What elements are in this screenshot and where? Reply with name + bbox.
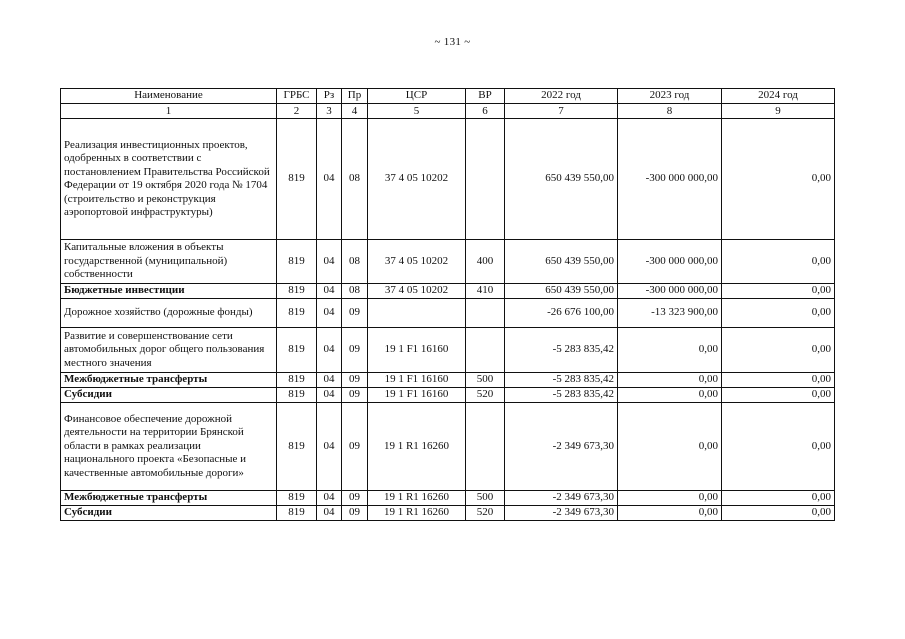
cell-2024: 0,00 xyxy=(722,284,835,299)
header-number-row xyxy=(61,104,835,119)
cell-grbs: 819 xyxy=(277,240,317,284)
header-grbs: ГРБС xyxy=(277,89,317,104)
cell-grbs: 819 xyxy=(277,388,317,403)
cell-2022: 650 439 550,00 xyxy=(505,119,618,240)
header-number: 2 xyxy=(277,104,317,119)
cell-2024: 0,00 xyxy=(722,328,835,373)
cell-2023: -13 323 900,00 xyxy=(618,299,722,328)
cell-pr: 08 xyxy=(342,240,368,284)
cell-2024: 0,00 xyxy=(722,403,835,491)
cell-2024: 0,00 xyxy=(722,491,835,506)
table-row xyxy=(61,299,835,328)
cell-rz: 04 xyxy=(317,240,342,284)
cell-pr: 09 xyxy=(342,403,368,491)
cell-2024: 0,00 xyxy=(722,119,835,240)
cell-2024: 0,00 xyxy=(722,506,835,521)
cell-name: Межбюджетные трансферты xyxy=(61,491,277,506)
cell-2023: -300 000 000,00 xyxy=(618,284,722,299)
cell-csr: 37 4 05 10202 xyxy=(368,119,466,240)
header-vr: ВР xyxy=(466,89,505,104)
cell-rz: 04 xyxy=(317,328,342,373)
header-row xyxy=(61,89,835,104)
table-row xyxy=(61,284,835,299)
cell-2022: -2 349 673,30 xyxy=(505,506,618,521)
header-number: 1 xyxy=(61,104,277,119)
cell-2023: 0,00 xyxy=(618,403,722,491)
cell-rz: 04 xyxy=(317,403,342,491)
table-row xyxy=(61,119,835,240)
header-2024: 2024 год xyxy=(722,89,835,104)
cell-rz: 04 xyxy=(317,119,342,240)
cell-vr: 500 xyxy=(466,373,505,388)
cell-vr: 410 xyxy=(466,284,505,299)
cell-rz: 04 xyxy=(317,491,342,506)
cell-name: Реализация инвестиционных проектов, одобренных в соответствии с постановлением Правительства Российской Федерации от 19 октября 2020 года № 1704 (строительство и реконструкция аэропортовой инфраструктуры) xyxy=(61,119,277,240)
cell-rz: 04 xyxy=(317,388,342,403)
header-number: 7 xyxy=(505,104,618,119)
cell-2023: 0,00 xyxy=(618,506,722,521)
header-csr: ЦСР xyxy=(368,89,466,104)
cell-pr: 09 xyxy=(342,506,368,521)
header-2022: 2022 год xyxy=(505,89,618,104)
cell-vr: 500 xyxy=(466,491,505,506)
cell-csr: 19 1 F1 16160 xyxy=(368,388,466,403)
cell-2024: 0,00 xyxy=(722,240,835,284)
cell-pr: 09 xyxy=(342,388,368,403)
cell-2023: 0,00 xyxy=(618,373,722,388)
cell-csr: 37 4 05 10202 xyxy=(368,284,466,299)
header-number: 4 xyxy=(342,104,368,119)
cell-csr: 19 1 R1 16260 xyxy=(368,506,466,521)
cell-name: Финансовое обеспечение дорожной деятельности на территории Брянской области в рамках реализации национального проекта «Безопасные и качественные автомобильные дороги» xyxy=(61,403,277,491)
cell-2022: 650 439 550,00 xyxy=(505,240,618,284)
header-number: 8 xyxy=(618,104,722,119)
cell-rz: 04 xyxy=(317,506,342,521)
cell-2024: 0,00 xyxy=(722,299,835,328)
cell-2023: 0,00 xyxy=(618,388,722,403)
cell-pr: 09 xyxy=(342,491,368,506)
cell-name: Капитальные вложения в объекты государственной (муниципальной) собственности xyxy=(61,240,277,284)
table-row xyxy=(61,388,835,403)
cell-pr: 09 xyxy=(342,328,368,373)
cell-2024: 0,00 xyxy=(722,388,835,403)
header-pr: Пр xyxy=(342,89,368,104)
cell-grbs: 819 xyxy=(277,328,317,373)
header-number: 5 xyxy=(368,104,466,119)
cell-2022: -5 283 835,42 xyxy=(505,388,618,403)
cell-2022: -5 283 835,42 xyxy=(505,373,618,388)
cell-name: Дорожное хозяйство (дорожные фонды) xyxy=(61,299,277,328)
cell-vr xyxy=(466,119,505,240)
cell-csr: 37 4 05 10202 xyxy=(368,240,466,284)
cell-name: Субсидии xyxy=(61,506,277,521)
header-2023: 2023 год xyxy=(618,89,722,104)
cell-2022: 650 439 550,00 xyxy=(505,284,618,299)
cell-2023: 0,00 xyxy=(618,491,722,506)
table-row xyxy=(61,506,835,521)
header-number: 6 xyxy=(466,104,505,119)
cell-grbs: 819 xyxy=(277,506,317,521)
cell-2022: -2 349 673,30 xyxy=(505,403,618,491)
table-row xyxy=(61,403,835,491)
cell-name: Субсидии xyxy=(61,388,277,403)
cell-vr xyxy=(466,328,505,373)
cell-rz: 04 xyxy=(317,284,342,299)
cell-2023: -300 000 000,00 xyxy=(618,119,722,240)
cell-2022: -2 349 673,30 xyxy=(505,491,618,506)
cell-2022: -5 283 835,42 xyxy=(505,328,618,373)
cell-vr: 520 xyxy=(466,388,505,403)
cell-2023: 0,00 xyxy=(618,328,722,373)
header-number: 3 xyxy=(317,104,342,119)
cell-csr: 19 1 R1 16260 xyxy=(368,403,466,491)
cell-grbs: 819 xyxy=(277,403,317,491)
cell-grbs: 819 xyxy=(277,284,317,299)
cell-csr xyxy=(368,299,466,328)
cell-csr: 19 1 R1 16260 xyxy=(368,491,466,506)
cell-name: Развитие и совершенствование сети автомобильных дорог общего пользования местного значения xyxy=(61,328,277,373)
cell-2023: -300 000 000,00 xyxy=(618,240,722,284)
cell-csr: 19 1 F1 16160 xyxy=(368,328,466,373)
cell-grbs: 819 xyxy=(277,491,317,506)
cell-grbs: 819 xyxy=(277,373,317,388)
cell-vr xyxy=(466,299,505,328)
cell-pr: 09 xyxy=(342,373,368,388)
table-row xyxy=(61,240,835,284)
page-number: ~ 131 ~ xyxy=(434,36,471,48)
cell-pr: 09 xyxy=(342,299,368,328)
cell-2024: 0,00 xyxy=(722,373,835,388)
cell-csr: 19 1 F1 16160 xyxy=(368,373,466,388)
cell-vr: 400 xyxy=(466,240,505,284)
cell-rz: 04 xyxy=(317,373,342,388)
budget-table xyxy=(60,88,835,521)
table-row xyxy=(61,328,835,373)
cell-grbs: 819 xyxy=(277,119,317,240)
cell-vr xyxy=(466,403,505,491)
header-name: Наименование xyxy=(61,89,277,104)
header-number: 9 xyxy=(722,104,835,119)
table-row xyxy=(61,491,835,506)
cell-grbs: 819 xyxy=(277,299,317,328)
header-rz: Рз xyxy=(317,89,342,104)
cell-name: Межбюджетные трансферты xyxy=(61,373,277,388)
cell-pr: 08 xyxy=(342,284,368,299)
cell-vr: 520 xyxy=(466,506,505,521)
cell-name: Бюджетные инвестиции xyxy=(61,284,277,299)
cell-2022: -26 676 100,00 xyxy=(505,299,618,328)
cell-rz: 04 xyxy=(317,299,342,328)
table-row xyxy=(61,373,835,388)
cell-pr: 08 xyxy=(342,119,368,240)
